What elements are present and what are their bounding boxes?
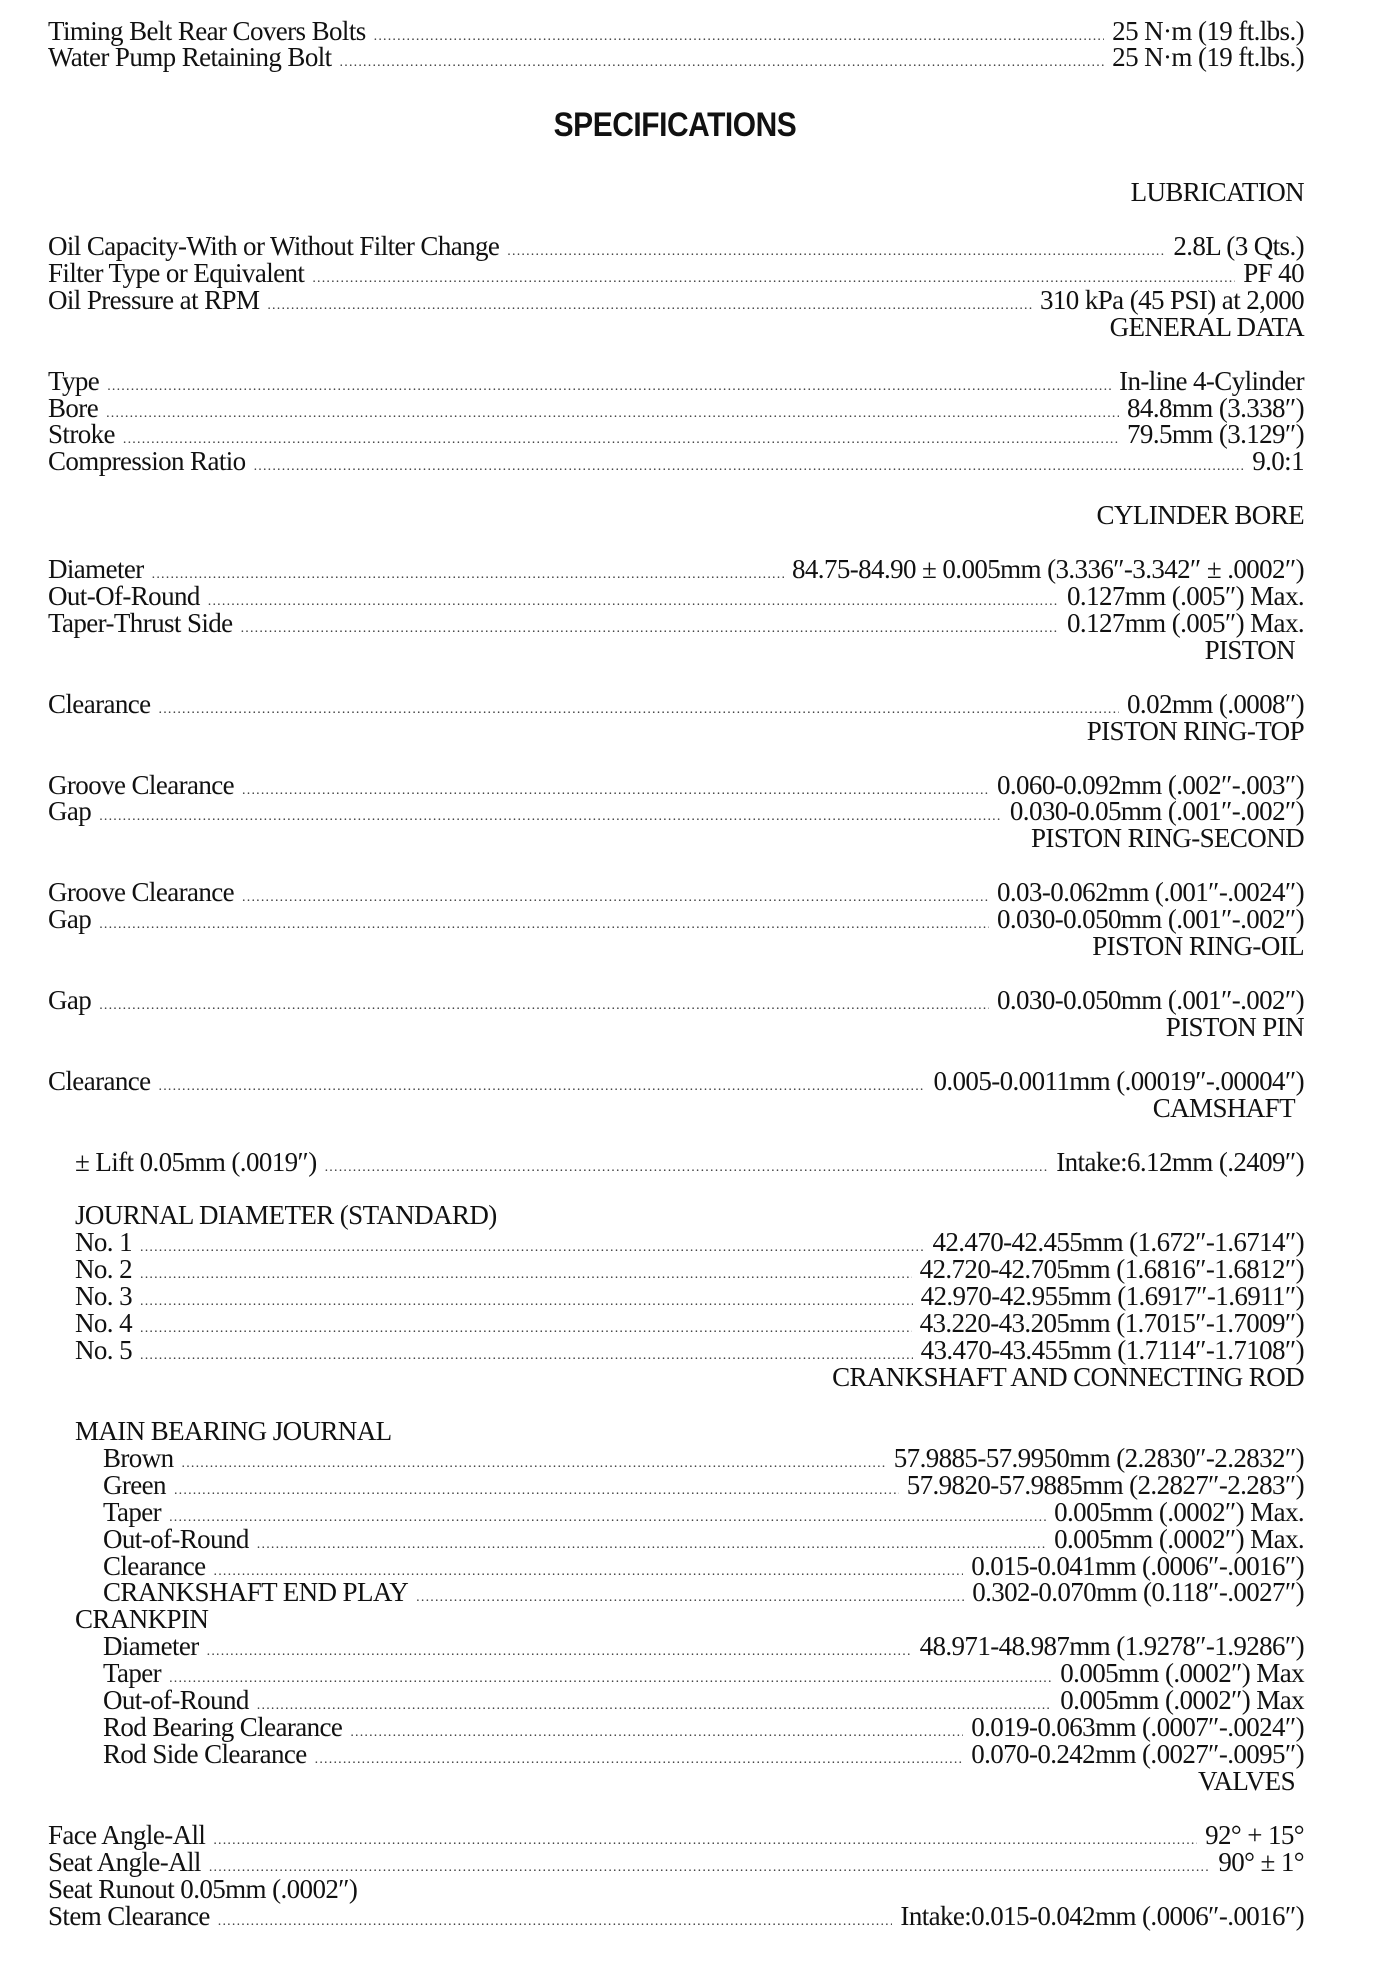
spec-label: Clearance bbox=[48, 1065, 151, 1096]
spec-row bbox=[103, 1523, 1304, 1554]
spec-label: Out-of-Round bbox=[103, 1685, 249, 1716]
section-heading-text: CAMSHAFT bbox=[1152, 1092, 1295, 1123]
spec-row bbox=[103, 1714, 1304, 1741]
spec-value: 43.220-43.205mm (1.7015″-1.7009″) bbox=[919, 1308, 1304, 1339]
spec-row bbox=[48, 607, 1304, 638]
section-heading-text: CRANKSHAFT AND CONNECTING ROD bbox=[832, 1362, 1304, 1392]
spec-row bbox=[48, 392, 1304, 423]
spec-label: Rod Bearing Clearance bbox=[103, 1712, 343, 1743]
section-heading bbox=[48, 1011, 1304, 1042]
spec-value: 0.005-0.0011mm (.00019″-.00004″) bbox=[933, 1065, 1304, 1096]
spec-label: Brown bbox=[103, 1442, 174, 1473]
spec-label: Clearance bbox=[48, 688, 151, 719]
spec-label: Taper-Thrust Side bbox=[48, 607, 233, 638]
spec-value: 0.127mm (.005″) Max. bbox=[1067, 607, 1304, 638]
spec-label: Compression Ratio bbox=[48, 446, 246, 477]
spec-value: 0.005mm (.0002″) Max. bbox=[1054, 1496, 1304, 1527]
spec-value: 43.470-43.455mm (1.7114″-1.7108″) bbox=[920, 1335, 1304, 1366]
spec-row bbox=[48, 688, 1304, 719]
spec-label: Stroke bbox=[48, 419, 115, 450]
section-heading-text: PISTON RING-TOP bbox=[1086, 715, 1304, 746]
spec-row bbox=[75, 1146, 1304, 1177]
spec-value: 42.470-42.455mm (1.672″-1.6714″) bbox=[932, 1227, 1304, 1258]
spec-label: Out-Of-Round bbox=[48, 581, 200, 612]
spec-label: Gap bbox=[48, 904, 92, 935]
spec-row bbox=[103, 1496, 1304, 1527]
section-heading-text: CYLINDER BORE bbox=[1096, 500, 1304, 531]
section-heading bbox=[48, 311, 1304, 342]
spec-value: 0.030-0.050mm (.001″-.002″) bbox=[996, 984, 1304, 1015]
spec-label: Out-of-Round bbox=[103, 1523, 249, 1554]
spec-value: 25 N·m (19 ft.lbs.) bbox=[1112, 42, 1304, 73]
spec-label: Diameter bbox=[48, 554, 144, 585]
group-title bbox=[75, 1415, 1304, 1446]
spec-value: Intake:0.015-0.042mm (.0006″-.0016″) bbox=[900, 1900, 1304, 1931]
spec-row bbox=[48, 556, 1304, 583]
spec-row bbox=[48, 798, 1304, 825]
spec-row bbox=[48, 1900, 1304, 1931]
spec-row bbox=[48, 906, 1304, 933]
spec-value: 90° ± 1° bbox=[1218, 1846, 1304, 1877]
spec-label: Rod Side Clearance bbox=[103, 1739, 307, 1770]
spec-row bbox=[103, 1660, 1304, 1687]
spec-row bbox=[103, 1550, 1304, 1581]
spec-row bbox=[103, 1442, 1304, 1473]
spec-label: No. 4 bbox=[75, 1308, 132, 1339]
dot-leader bbox=[254, 453, 1245, 480]
section-heading-text: GENERAL DATA bbox=[1109, 311, 1304, 342]
spec-row bbox=[75, 1310, 1304, 1337]
group-title-text: MAIN BEARING JOURNAL bbox=[75, 1415, 392, 1446]
spec-value: 0.030-0.050mm (.001″-.002″) bbox=[996, 904, 1304, 935]
spec-value: PF 40 bbox=[1243, 257, 1304, 288]
spec-label: No. 1 bbox=[75, 1227, 132, 1258]
spec-label: Filter Type or Equivalent bbox=[48, 257, 305, 288]
section-heading-text: VALVES bbox=[1198, 1765, 1295, 1796]
spec-row bbox=[75, 1256, 1304, 1283]
spec-row bbox=[103, 1687, 1304, 1714]
spec-value: 0.060-0.092mm (.002″-.003″) bbox=[996, 769, 1304, 800]
section-heading bbox=[48, 179, 1304, 206]
page-title: SPECIFICATIONS bbox=[553, 106, 797, 144]
spec-row bbox=[48, 284, 1304, 315]
spec-value: 0.005mm (.0002″) Max. bbox=[1054, 1523, 1304, 1554]
spec-row bbox=[75, 1229, 1304, 1256]
section-heading bbox=[48, 1765, 1295, 1796]
section-heading-text: PISTON RING-OIL bbox=[1092, 931, 1304, 962]
spec-value: 310 kPa (45 PSI) at 2,000 bbox=[1040, 284, 1304, 315]
spec-row bbox=[103, 1633, 1304, 1660]
spec-value: 57.9885-57.9950mm (2.2830″-2.2832″) bbox=[893, 1442, 1304, 1473]
dot-leader bbox=[218, 1908, 893, 1935]
spec-row bbox=[48, 365, 1304, 396]
spec-label: Gap bbox=[48, 796, 92, 827]
spec-row bbox=[48, 1873, 1304, 1904]
spec-label: Taper bbox=[103, 1496, 162, 1527]
spec-label: Groove Clearance bbox=[48, 877, 235, 908]
spec-label: Water Pump Retaining Bolt bbox=[48, 42, 332, 73]
spec-value: 0.03-0.062mm (.001″-.0024″) bbox=[996, 877, 1304, 908]
spec-value: Intake:6.12mm (.2409″) bbox=[1056, 1146, 1304, 1177]
spec-label: CRANKSHAFT END PLAY bbox=[103, 1577, 409, 1608]
spec-row bbox=[103, 1469, 1304, 1500]
spec-row bbox=[48, 879, 1304, 906]
spec-label: Timing Belt Rear Covers Bolts bbox=[48, 15, 366, 46]
spec-value: 48.971-48.987mm (1.9278″-1.9286″) bbox=[919, 1631, 1304, 1662]
spec-value: 79.5mm (3.129″) bbox=[1127, 419, 1304, 450]
spec-row bbox=[75, 1283, 1304, 1310]
spec-value: 0.005mm (.0002″) Max bbox=[1060, 1658, 1304, 1689]
spec-row bbox=[48, 1065, 1304, 1096]
spec-value: 0.070-0.242mm (.0027″-.0095″) bbox=[971, 1739, 1304, 1770]
group-title-text: CRANKPIN bbox=[75, 1604, 209, 1635]
section-heading bbox=[48, 825, 1304, 852]
spec-label: Type bbox=[48, 365, 100, 396]
spec-label: ± Lift 0.05mm (.0019″) bbox=[75, 1146, 317, 1177]
section-heading bbox=[48, 933, 1304, 960]
spec-label: Oil Pressure at RPM bbox=[48, 284, 260, 315]
spec-row bbox=[48, 230, 1304, 261]
spec-value: In-line 4-Cylinder bbox=[1119, 365, 1304, 396]
spec-row bbox=[48, 15, 1304, 46]
spec-label: Bore bbox=[48, 392, 99, 423]
spec-value: 2.8L (3 Qts.) bbox=[1173, 230, 1304, 261]
dot-leader bbox=[325, 1154, 1049, 1181]
spec-value: 0.302-0.070mm (0.118″-.0027″) bbox=[972, 1577, 1304, 1608]
group-title-text: JOURNAL DIAMETER (STANDARD) bbox=[75, 1200, 497, 1231]
spec-label: Clearance bbox=[103, 1550, 206, 1581]
spec-label: Diameter bbox=[103, 1631, 199, 1662]
section-heading bbox=[48, 502, 1304, 529]
spec-label: Gap bbox=[48, 984, 92, 1015]
spec-label: Green bbox=[103, 1469, 166, 1500]
spec-row bbox=[48, 257, 1304, 288]
group-title bbox=[75, 1202, 1304, 1229]
spec-value: 25 N·m (19 ft.lbs.) bbox=[1112, 15, 1304, 46]
spec-row bbox=[48, 769, 1304, 800]
section-heading-text: LUBRICATION bbox=[1130, 177, 1304, 208]
section-heading-text: PISTON bbox=[1204, 634, 1295, 665]
group-title bbox=[75, 1606, 1304, 1633]
section-heading-text: PISTON PIN bbox=[1165, 1011, 1304, 1042]
spec-row bbox=[48, 448, 1304, 475]
section-heading bbox=[48, 634, 1295, 665]
spec-value: 0.015-0.041mm (.0006″-.0016″) bbox=[971, 1550, 1304, 1581]
spec-row bbox=[103, 1741, 1304, 1768]
spec-label: Taper bbox=[103, 1658, 162, 1689]
spec-value: 0.030-0.05mm (.001″-.002″) bbox=[1009, 796, 1304, 827]
spec-label: Oil Capacity-With or Without Filter Change bbox=[48, 230, 500, 261]
dot-leader bbox=[340, 49, 1105, 76]
section-heading bbox=[48, 1092, 1295, 1123]
spec-value: 42.720-42.705mm (1.6816″-1.6812″) bbox=[919, 1254, 1304, 1285]
spec-value: 57.9820-57.9885mm (2.2827″-2.283″) bbox=[906, 1469, 1304, 1500]
spec-row bbox=[48, 421, 1304, 448]
spec-value: 84.8mm (3.338″) bbox=[1127, 392, 1304, 423]
spec-label: No. 5 bbox=[75, 1335, 132, 1366]
spec-value: 84.75-84.90 ± 0.005mm (3.336″-3.342″ ± .0002″) bbox=[792, 554, 1304, 585]
spec-row bbox=[48, 984, 1304, 1015]
spec-value: 0.019-0.063mm (.0007″-.0024″) bbox=[971, 1712, 1304, 1743]
spec-value: 92° + 15° bbox=[1205, 1819, 1304, 1850]
section-heading bbox=[48, 1364, 1304, 1391]
section-heading bbox=[48, 715, 1304, 746]
spec-row bbox=[103, 1579, 1304, 1606]
spec-row bbox=[75, 1337, 1304, 1364]
spec-row bbox=[48, 44, 1304, 71]
spec-label: Seat Runout 0.05mm (.0002″) bbox=[48, 1873, 358, 1904]
section-heading-text: PISTON RING-SECOND bbox=[1031, 823, 1304, 854]
spec-value: 0.127mm (.005″) Max. bbox=[1067, 581, 1304, 612]
spec-row bbox=[48, 1846, 1304, 1877]
spec-label: Seat Angle-All bbox=[48, 1846, 201, 1877]
spec-value: 9.0:1 bbox=[1252, 446, 1304, 477]
spec-label: Stem Clearance bbox=[48, 1900, 210, 1931]
spec-value: 0.005mm (.0002″) Max bbox=[1060, 1685, 1304, 1716]
spec-label: No. 2 bbox=[75, 1254, 132, 1285]
spec-row bbox=[48, 583, 1304, 610]
spec-label: Groove Clearance bbox=[48, 769, 235, 800]
spec-label: No. 3 bbox=[75, 1281, 132, 1312]
spec-value: 0.02mm (.0008″) bbox=[1127, 688, 1304, 719]
spec-label: Face Angle-All bbox=[48, 1819, 206, 1850]
spec-row bbox=[48, 1819, 1304, 1850]
spec-value: 42.970-42.955mm (1.6917″-1.6911″) bbox=[920, 1281, 1304, 1312]
